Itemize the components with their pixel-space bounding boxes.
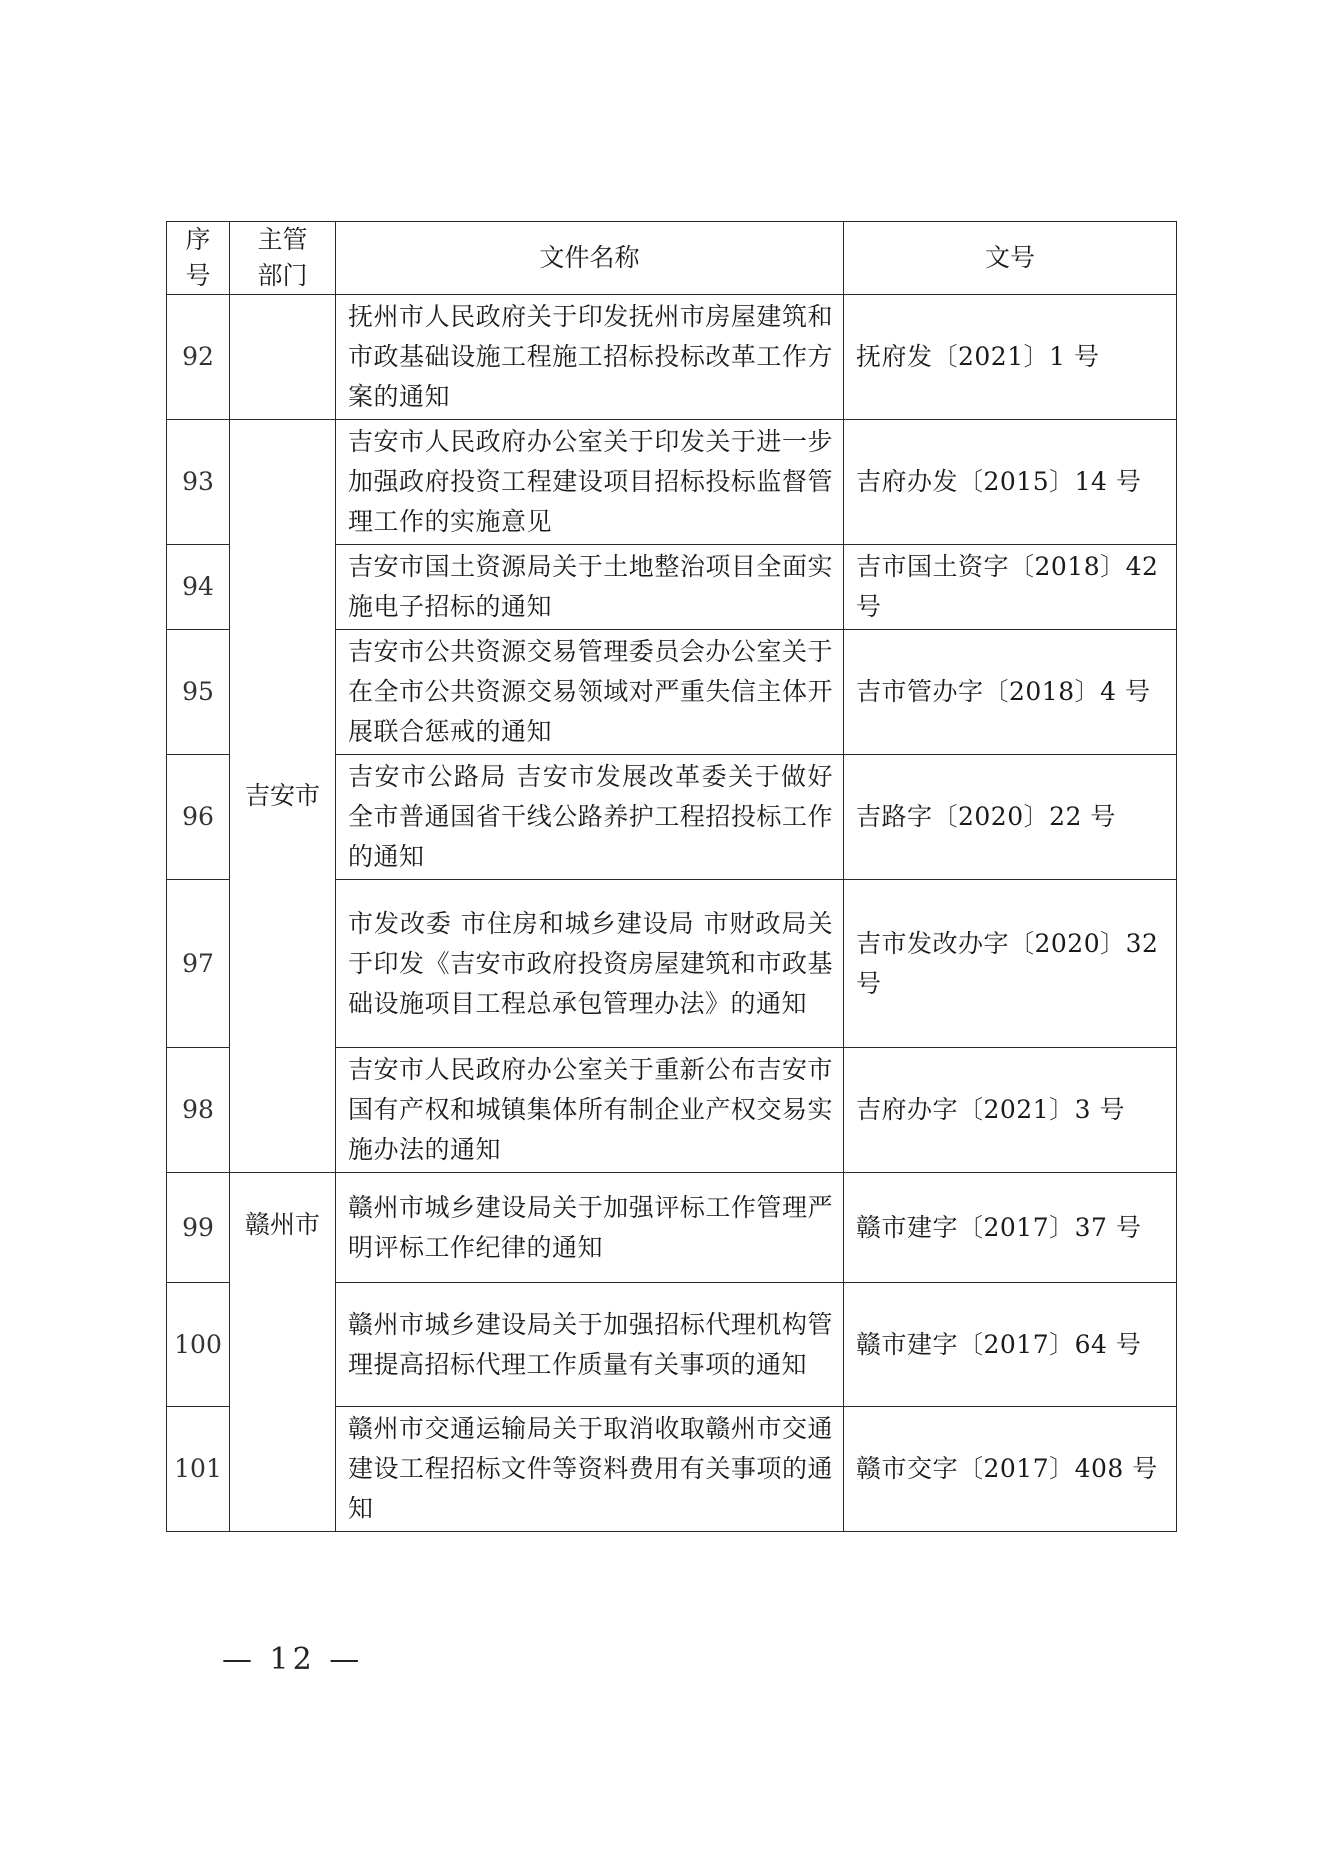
page-number: — 12 — bbox=[222, 1642, 364, 1677]
row-file-name: 吉安市国土资源局关于土地整治项目全面实施电子招标的通知 bbox=[336, 545, 844, 630]
row-seq: 92 bbox=[167, 295, 230, 420]
row-doc-number: 吉市国土资字〔2018〕42 号 bbox=[844, 545, 1177, 630]
row-seq: 93 bbox=[167, 420, 230, 545]
header-doc: 文号 bbox=[844, 222, 1177, 295]
row-file-name: 市发改委 市住房和城乡建设局 市财政局关于印发《吉安市政府投资房屋建筑和市政基础设施项目工程总承包管理办法》的通知 bbox=[336, 880, 844, 1048]
row-file-name: 吉安市公共资源交易管理委员会办公室关于在全市公共资源交易领域对严重失信主体开展联合惩戒的通知 bbox=[336, 630, 844, 755]
row-doc-number: 吉市发改办字〔2020〕32 号 bbox=[844, 880, 1177, 1048]
row-seq: 96 bbox=[167, 755, 230, 880]
row-seq: 98 bbox=[167, 1048, 230, 1173]
row-file-name: 吉安市公路局 吉安市发展改革委关于做好全市普通国省干线公路养护工程招投标工作的通知 bbox=[336, 755, 844, 880]
row-doc-number: 吉市管办字〔2018〕4 号 bbox=[844, 630, 1177, 755]
row-doc-number: 抚府发〔2021〕1 号 bbox=[844, 295, 1177, 420]
row-seq: 95 bbox=[167, 630, 230, 755]
row-file-name: 抚州市人民政府关于印发抚州市房屋建筑和市政基础设施工程施工招标投标改革工作方案的通知 bbox=[336, 295, 844, 420]
row-file-name: 赣州市城乡建设局关于加强招标代理机构管理提高招标代理工作质量有关事项的通知 bbox=[336, 1283, 844, 1407]
row-seq: 100 bbox=[167, 1283, 230, 1407]
header-seq bbox=[167, 222, 230, 295]
row-file-name: 吉安市人民政府办公室关于重新公布吉安市国有产权和城镇集体所有制企业产权交易实施办法的通知 bbox=[336, 1048, 844, 1173]
header-dept bbox=[230, 222, 336, 295]
dept-cell-ganzhou: 赣州市 bbox=[230, 1173, 336, 1532]
row-file-name: 吉安市人民政府办公室关于印发关于进一步加强政府投资工程建设项目招标投标监督管理工作的实施意见 bbox=[336, 420, 844, 545]
row-doc-number: 赣市交字〔2017〕408 号 bbox=[844, 1407, 1177, 1532]
header-dept-line2: 部门 bbox=[257, 261, 308, 290]
row-doc-number: 吉府办发〔2015〕14 号 bbox=[844, 420, 1177, 545]
row-seq: 94 bbox=[167, 545, 230, 630]
row-doc-number: 吉路字〔2020〕22 号 bbox=[844, 755, 1177, 880]
table-row bbox=[167, 420, 1177, 545]
row-seq: 97 bbox=[167, 880, 230, 1048]
row-file-name: 赣州市交通运输局关于取消收取赣州市交通建设工程招标文件等资料费用有关事项的通知 bbox=[336, 1407, 844, 1532]
row-seq: 99 bbox=[167, 1173, 230, 1283]
table-row bbox=[167, 1173, 1177, 1283]
header-name: 文件名称 bbox=[336, 222, 844, 295]
dept-cell-jian: 吉安市 bbox=[230, 420, 336, 1173]
row-file-name: 赣州市城乡建设局关于加强评标工作管理严明评标工作纪律的通知 bbox=[336, 1173, 844, 1283]
regulation-table bbox=[166, 221, 1177, 1532]
row-dept-empty bbox=[230, 295, 336, 420]
row-doc-number: 赣市建字〔2017〕64 号 bbox=[844, 1283, 1177, 1407]
table-row bbox=[167, 295, 1177, 420]
row-seq: 101 bbox=[167, 1407, 230, 1532]
header-seq-line1: 序 bbox=[185, 225, 211, 254]
table-header-row bbox=[167, 222, 1177, 295]
header-dept-line1: 主管 bbox=[257, 225, 308, 254]
row-doc-number: 吉府办字〔2021〕3 号 bbox=[844, 1048, 1177, 1173]
row-doc-number: 赣市建字〔2017〕37 号 bbox=[844, 1173, 1177, 1283]
header-seq-line2: 号 bbox=[185, 261, 211, 290]
